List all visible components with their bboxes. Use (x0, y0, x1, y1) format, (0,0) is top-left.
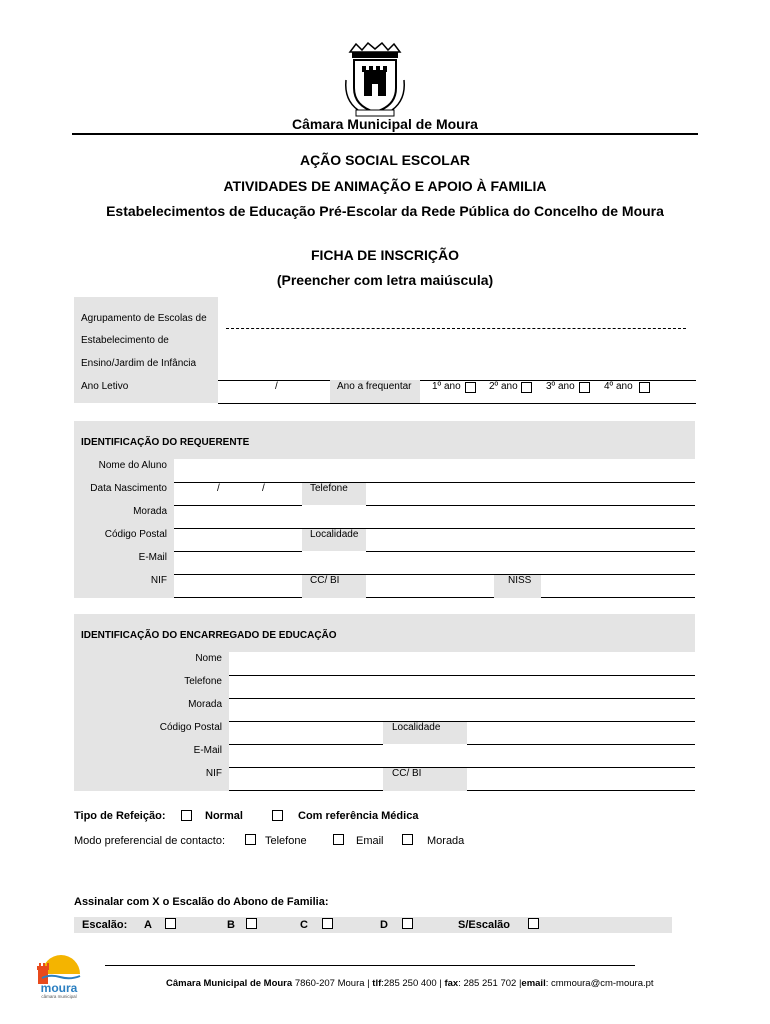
ensino-label: Ensino/Jardim de Infância (81, 358, 197, 369)
req-line-5 (174, 574, 695, 575)
ano-2-checkbox[interactable] (521, 382, 532, 393)
req-line-6 (174, 597, 302, 598)
req-line-2 (174, 505, 302, 506)
ano-frequentar-label: Ano a frequentar (337, 381, 412, 392)
morada-input[interactable] (174, 505, 695, 528)
ano-4-checkbox[interactable] (639, 382, 650, 393)
nome-aluno-label: Nome do Aluno (98, 460, 167, 471)
header-divider (72, 133, 698, 135)
refeicao-normal-checkbox[interactable] (181, 810, 192, 821)
req-line-6b (366, 597, 494, 598)
enc-cc-label: CC/ BI (392, 768, 422, 779)
ano-letivo-label: Ano Letivo (81, 381, 129, 392)
enc-line-3 (229, 721, 695, 722)
codigo-postal-input[interactable] (174, 528, 302, 551)
ano-3-checkbox[interactable] (579, 382, 590, 393)
codigo-postal-label: Código Postal (104, 529, 167, 540)
refeicao-medica-label: Com referência Médica (298, 810, 419, 822)
title-acao-social: AÇÃO SOCIAL ESCOLAR (299, 152, 471, 168)
escalao-label: Escalão: (82, 919, 128, 931)
form-title: FICHA DE INSCRIÇÃO (310, 247, 460, 263)
enc-localidade-label: Localidade (392, 722, 441, 733)
footer-contact (166, 978, 654, 989)
logo-text: moura (40, 981, 78, 995)
nome-aluno-input[interactable] (174, 459, 695, 482)
contacto-morada-label: Morada (427, 835, 465, 847)
logo-subtext: câmara municipal (41, 994, 77, 999)
enc-line-5 (229, 767, 695, 768)
escalao-row (74, 917, 672, 933)
escalao-s-label: S/Escalão (458, 919, 510, 931)
ano-2-label: 2º ano (489, 381, 518, 392)
enc-morada-input[interactable] (229, 698, 695, 721)
escalao-d-checkbox[interactable] (402, 918, 413, 929)
contacto-telefone-checkbox[interactable] (245, 834, 256, 845)
enc-telefone-label: Telefone (184, 676, 222, 687)
footer-tlf: :285 250 400 | (381, 978, 445, 989)
refeicao-normal-label: Normal (205, 810, 243, 822)
email-input[interactable] (174, 551, 695, 574)
escalao-a-label: A (144, 919, 152, 931)
refeicao-label: Tipo de Refeição: (74, 810, 166, 822)
nif-input[interactable] (174, 574, 302, 598)
nascimento-slash-2: / (262, 483, 265, 494)
estabelecimento-label: Estabelecimento de (81, 335, 169, 346)
req-line-2b (366, 505, 695, 506)
footer-tlf-label: tlf (372, 978, 382, 989)
nif-label: NIF (150, 575, 167, 586)
escalao-s-checkbox[interactable] (528, 918, 539, 929)
ano-1-label: 1º ano (432, 381, 461, 392)
enc-email-input[interactable] (229, 744, 695, 767)
footer-email-label: email (521, 978, 546, 989)
coat-of-arms-icon (340, 40, 410, 118)
enc-nome-input[interactable] (229, 652, 695, 675)
title-atividades: ATIVIDADES DE ANIMAÇÃO E APOIO À FAMILIA (223, 178, 547, 194)
req-line-4b (366, 551, 695, 552)
nascimento-input[interactable] (174, 482, 302, 505)
enc-email-label: E-Mail (193, 745, 222, 756)
niss-label: NISS (508, 575, 532, 586)
cc-input[interactable] (366, 574, 494, 598)
title-estabelecimentos: Estabelecimentos de Educação Pré-Escolar da Rede Pública do Concelho de Moura (106, 203, 664, 219)
localidade-input[interactable] (366, 528, 695, 551)
localidade-label: Localidade (310, 529, 359, 540)
nascimento-label: Data Nascimento (90, 483, 167, 494)
enc-cc-input[interactable] (467, 767, 695, 791)
footer-org: Câmara Municipal de Moura (166, 978, 293, 989)
footer-fax-label: fax (444, 978, 459, 989)
escalao-c-checkbox[interactable] (322, 918, 333, 929)
footer-email[interactable]: : cmmoura@cm-moura.pt (545, 978, 654, 989)
footer-divider (105, 965, 635, 966)
ano-3-label: 3º ano (546, 381, 575, 392)
nascimento-slash-1: / (217, 483, 220, 494)
telefone-label: Telefone (310, 483, 348, 494)
escalao-c-label: C (300, 919, 308, 931)
niss-input[interactable] (541, 574, 695, 598)
enc-nif-input[interactable] (229, 767, 383, 791)
telefone-input[interactable] (366, 482, 695, 505)
encarregado-heading: IDENTIFICAÇÃO DO ENCARREGADO DE EDUCAÇÃO (81, 630, 337, 641)
enc-nif-label: NIF (205, 768, 222, 779)
contacto-label: Modo preferencial de contacto: (74, 835, 226, 847)
enc-line-1 (229, 675, 695, 676)
agrupamento-label: Agrupamento de Escolas de (81, 313, 207, 324)
escalao-a-checkbox[interactable] (165, 918, 176, 929)
refeicao-medica-checkbox[interactable] (272, 810, 283, 821)
escalao-d-label: D (380, 919, 388, 931)
contacto-email-label: Email (356, 835, 384, 847)
enc-line-6 (229, 790, 383, 791)
form-subtitle: (Preencher com letra maiúscula) (276, 272, 494, 288)
req-line-6c (541, 597, 695, 598)
req-line-3 (174, 528, 695, 529)
ano-letivo-slash[interactable]: / (275, 381, 278, 392)
ano-4-label: 4º ano (604, 381, 633, 392)
enc-localidade-input[interactable] (467, 721, 695, 744)
escalao-instruction: Assinalar com X o Escalão do Abono de Familia: (74, 896, 329, 908)
enc-codigo-postal-input[interactable] (229, 721, 383, 744)
moura-logo-icon (34, 952, 84, 1000)
enc-nome-label: Nome (195, 653, 222, 664)
enc-codigo-postal-label: Código Postal (159, 722, 222, 733)
enc-telefone-input[interactable] (229, 675, 695, 698)
escalao-b-label: B (227, 919, 235, 931)
ano-1-checkbox[interactable] (465, 382, 476, 393)
contacto-email-checkbox[interactable] (333, 834, 344, 845)
requerente-heading: IDENTIFICAÇÃO DO REQUERENTE (81, 437, 250, 448)
enc-line-6b (467, 790, 695, 791)
enc-line-4 (229, 744, 383, 745)
contacto-morada-checkbox[interactable] (402, 834, 413, 845)
enc-line-4b (467, 744, 695, 745)
footer-fax: : 285 251 702 | (458, 978, 522, 989)
footer-address: 7860-207 Moura | (294, 978, 373, 989)
org-name: Câmara Municipal de Moura (292, 116, 478, 132)
enc-line-2 (229, 698, 695, 699)
enc-morada-label: Morada (188, 699, 222, 710)
contacto-telefone-label: Telefone (265, 835, 307, 847)
email-label: E-Mail (138, 552, 167, 563)
escalao-b-checkbox[interactable] (246, 918, 257, 929)
ano-row-bottom (218, 403, 696, 404)
cc-label: CC/ BI (310, 575, 340, 586)
req-line-1 (174, 482, 695, 483)
morada-label: Morada (133, 506, 167, 517)
req-line-4 (174, 551, 302, 552)
agrupamento-input[interactable] (226, 328, 686, 329)
